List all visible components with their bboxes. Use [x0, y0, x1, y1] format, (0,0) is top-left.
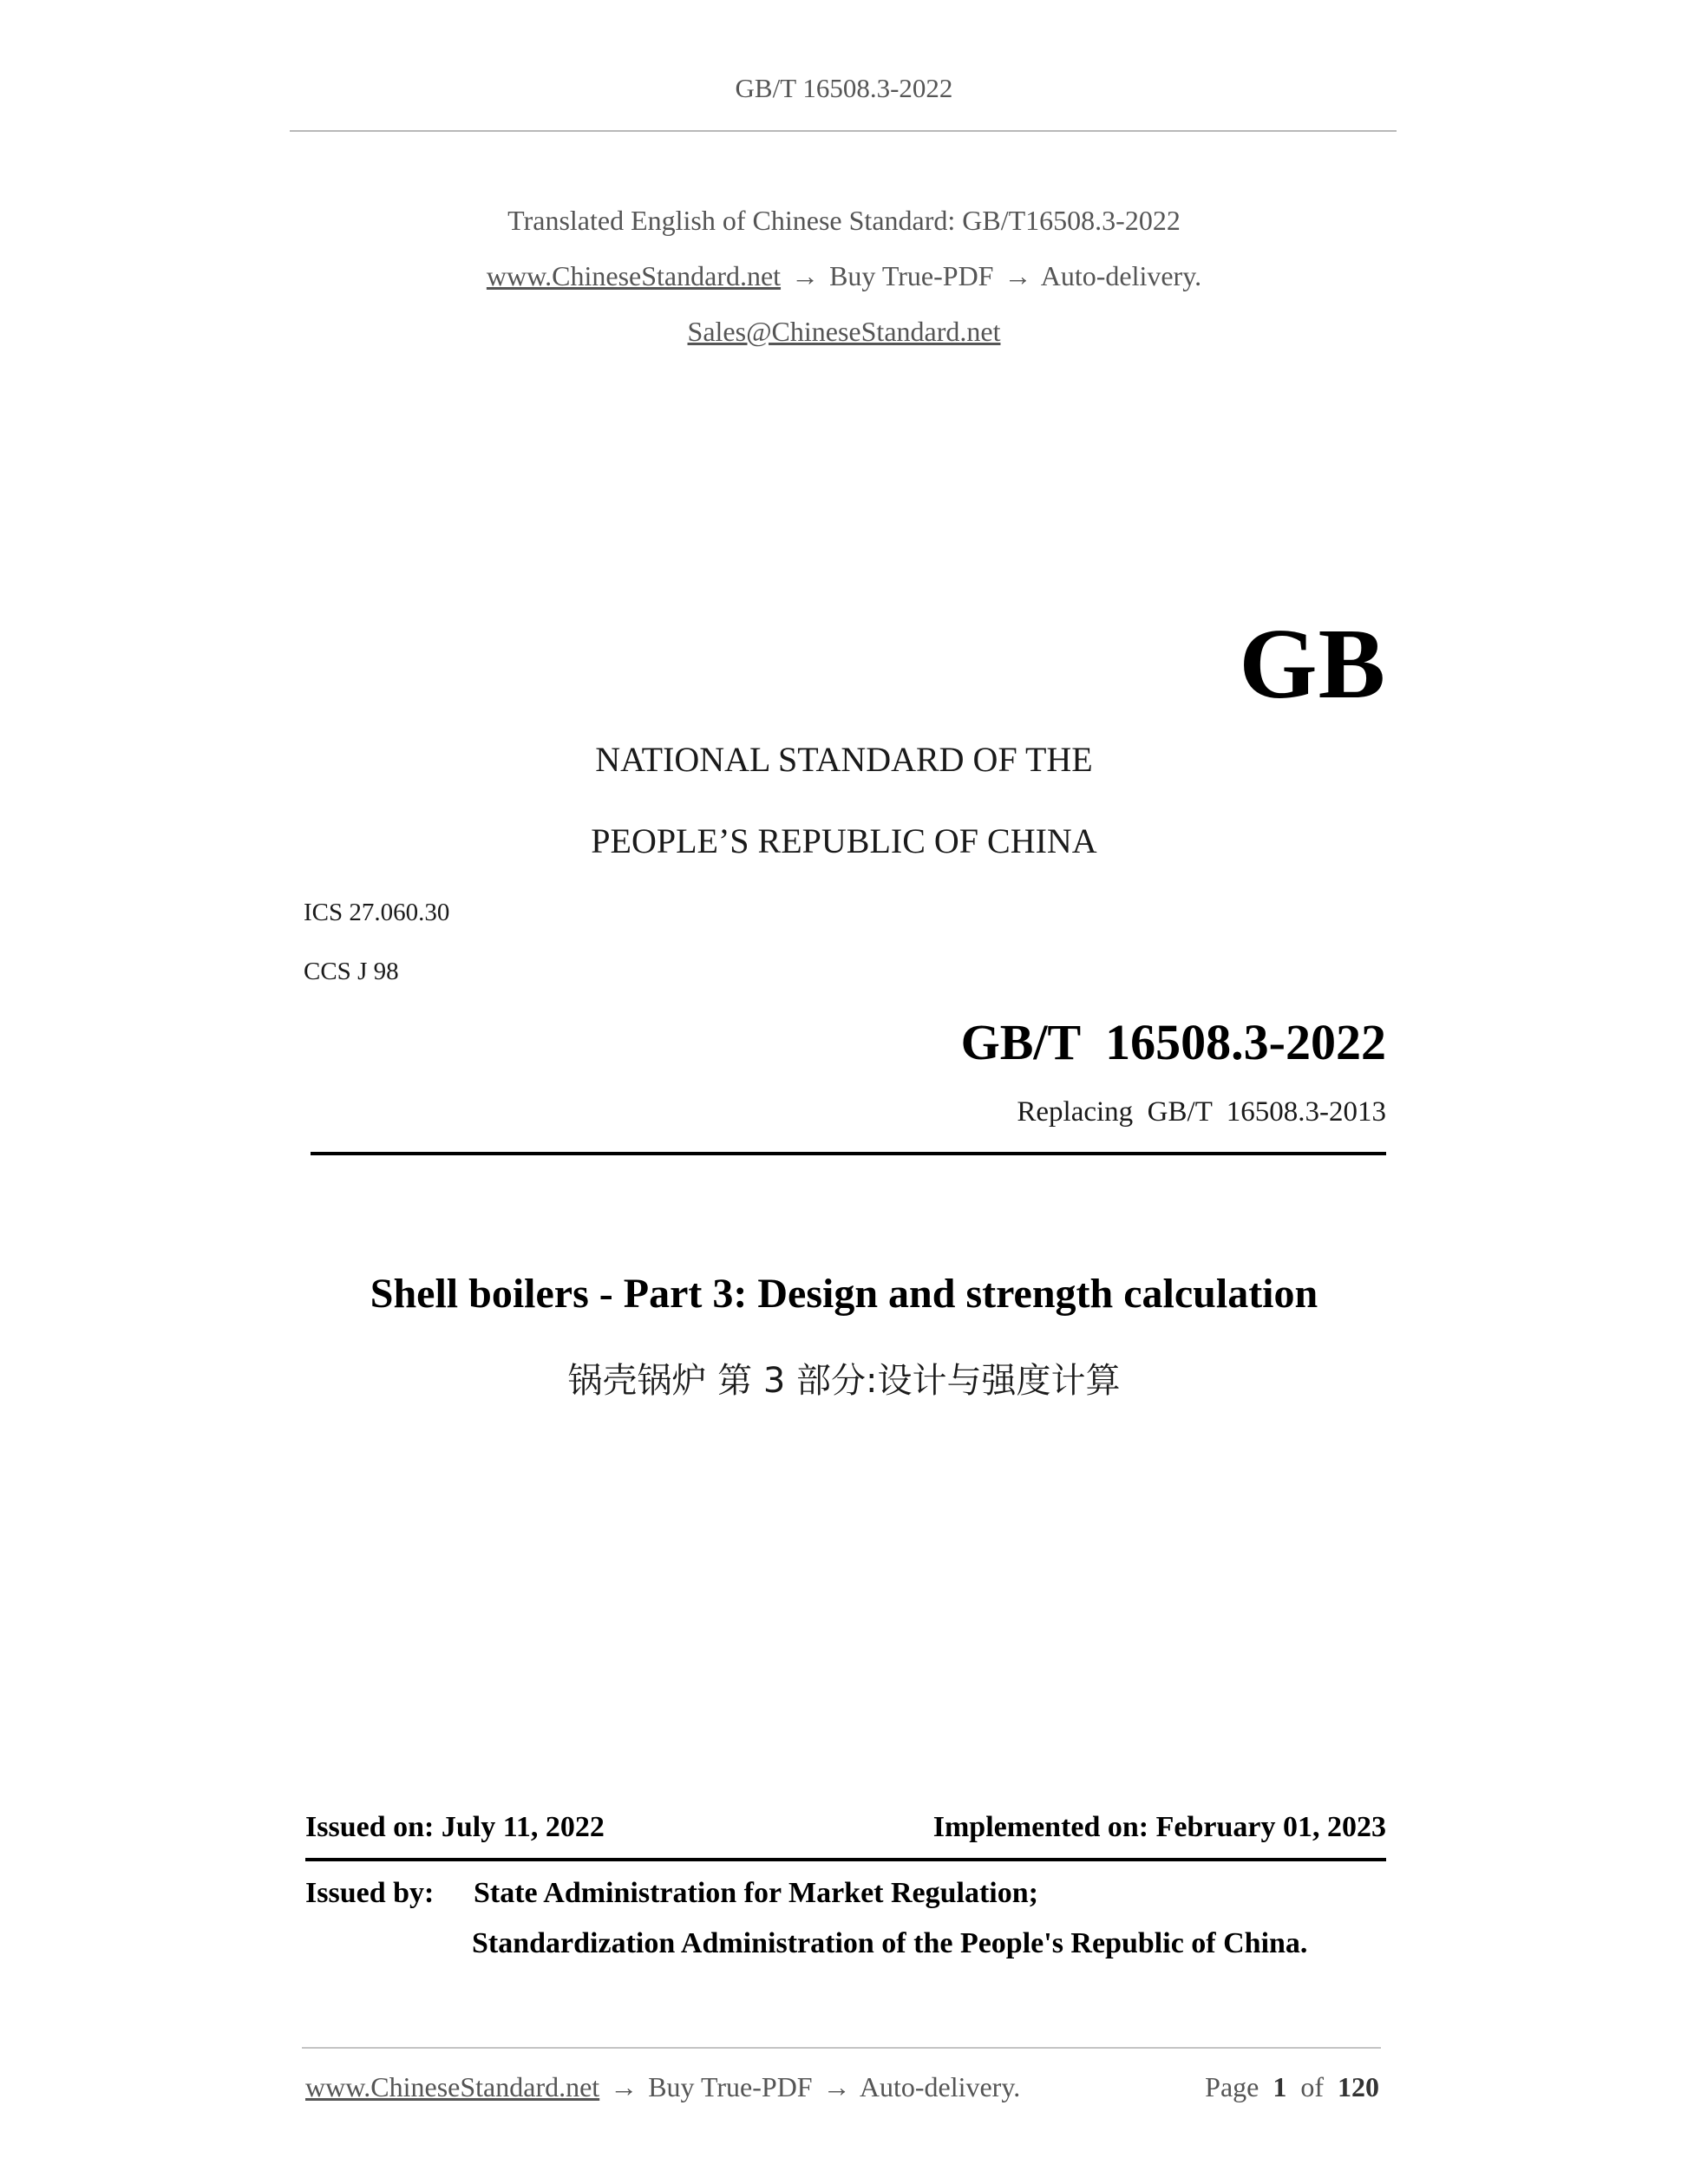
- issued-by-label: Issued by:: [305, 1877, 435, 1909]
- national-standard-line-2: PEOPLE’S REPUBLIC OF CHINA: [591, 821, 1097, 860]
- buy-true-pdf-text: Buy True-PDF: [829, 260, 994, 291]
- document-title-chinese: 锅壳锅炉 第 3 部分:设计与强度计算: [567, 1361, 1121, 1401]
- title-divider: [311, 1152, 1386, 1155]
- issuer-sac: Standardization Administration of the People's Republic of China.: [472, 1927, 1308, 1959]
- footer-purchase-line: [305, 2071, 1020, 2103]
- page-of-label: of: [1300, 2071, 1324, 2102]
- gb-logo-mark: GB: [1239, 609, 1386, 720]
- page-label: Page: [1205, 2071, 1259, 2102]
- header-divider: [290, 130, 1397, 132]
- footer-site-link[interactable]: www.ChineseStandard.net: [305, 2071, 600, 2102]
- footer-divider: [302, 2047, 1381, 2049]
- promo-purchase-line: [0, 260, 1688, 292]
- arrow-right-icon: →: [1004, 260, 1032, 291]
- implemented-on-date: Implemented on: February 01, 2023: [932, 1811, 1386, 1843]
- page-total-number: 120: [1338, 2071, 1379, 2102]
- document-title-english: Shell boilers - Part 3: Design and strength calculation: [370, 1271, 1318, 1317]
- national-standard-line-1: NATIONAL STANDARD OF THE: [595, 740, 1093, 779]
- ics-code: ICS 27.060.30: [304, 899, 450, 926]
- page-current-number: 1: [1273, 2071, 1287, 2102]
- sales-email-link[interactable]: Sales@ChineseStandard.net: [687, 316, 1001, 347]
- page-indicator: [1205, 2071, 1379, 2103]
- replacing-standard: Replacing GB/T 16508.3-2013: [1017, 1096, 1386, 1128]
- ccs-code: CCS J 98: [304, 958, 399, 985]
- auto-delivery-text: Auto-delivery.: [1040, 260, 1202, 291]
- arrow-right-icon: →: [610, 2071, 638, 2102]
- promo-email-line: [0, 316, 1688, 348]
- running-header-title: GB/T 16508.3-2022: [735, 73, 953, 103]
- arrow-right-icon: →: [791, 260, 820, 291]
- chinese-standard-site-link[interactable]: www.ChineseStandard.net: [486, 260, 782, 291]
- issued-on-date: Issued on: July 11, 2022: [305, 1811, 605, 1843]
- dates-divider: [305, 1858, 1386, 1861]
- standard-number: GB/T 16508.3-2022: [960, 1014, 1386, 1070]
- footer-buy-true-pdf-text: Buy True-PDF: [648, 2071, 813, 2102]
- footer-auto-delivery-text: Auto-delivery.: [859, 2071, 1021, 2102]
- issuer-samr: State Administration for Market Regulation;: [474, 1877, 1038, 1909]
- arrow-right-icon: →: [822, 2071, 851, 2102]
- translation-notice: Translated English of Chinese Standard: GB/T16508.3-2022: [507, 205, 1181, 236]
